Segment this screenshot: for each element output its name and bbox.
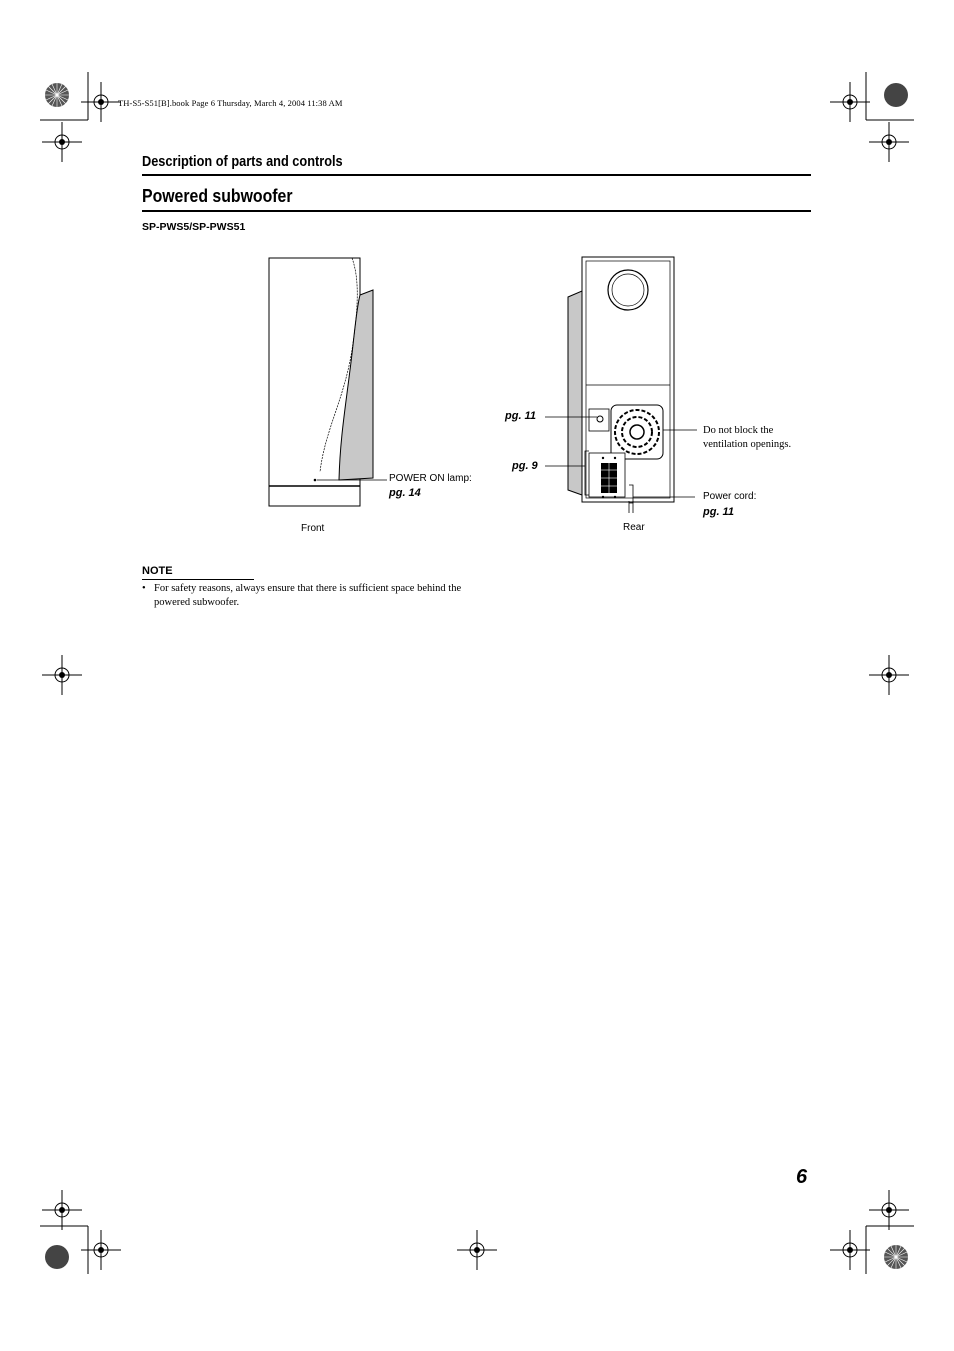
ventilation-note-line1: Do not block the <box>703 425 774 436</box>
rear-caption: Rear <box>623 522 645 533</box>
color-target-icon <box>883 82 909 108</box>
model-number: SP-PWS5/SP-PWS51 <box>142 221 246 233</box>
registration-target-icon <box>457 1230 497 1270</box>
section-title: Description of parts and controls <box>142 154 343 170</box>
rear-switch-page-ref[interactable]: pg. 11 <box>505 410 536 422</box>
page-title: Powered subwoofer <box>142 186 293 206</box>
power-cord-label: Power cord: <box>703 491 757 502</box>
registration-target-icon <box>830 82 870 122</box>
starburst-target-icon <box>44 82 70 108</box>
print-header: TH-S5-S51[B].book Page 6 Thursday, March 4, 2004 11:38 AM <box>118 98 343 108</box>
color-target-icon <box>44 1244 70 1270</box>
section-rule <box>142 174 811 176</box>
registration-target-icon <box>42 1190 82 1230</box>
power-lamp-label: POWER ON lamp: <box>389 473 472 484</box>
subwoofer-rear-illustration <box>545 245 795 515</box>
power-cord-page-ref[interactable]: pg. 11 <box>703 506 734 518</box>
registration-target-icon <box>42 655 82 695</box>
power-lamp-page-ref[interactable]: pg. 14 <box>389 487 421 499</box>
starburst-target-icon <box>883 1244 909 1270</box>
registration-target-icon <box>81 1230 121 1270</box>
registration-target-icon <box>869 122 909 162</box>
front-caption: Front <box>301 523 325 534</box>
registration-target-icon <box>42 122 82 162</box>
rear-terminal-page-ref[interactable]: pg. 9 <box>512 460 538 472</box>
bullet-icon: • <box>142 583 146 594</box>
registration-target-icon <box>869 655 909 695</box>
registration-target-icon <box>869 1190 909 1230</box>
note-text: For safety reasons, always ensure that there is sufficient space behind the powered subwoofer. <box>154 583 462 608</box>
note-rule <box>142 579 254 580</box>
note-item <box>142 582 472 609</box>
page-number: 6 <box>796 1166 808 1188</box>
note-heading: NOTE <box>142 565 173 577</box>
registration-target-icon <box>830 1230 870 1270</box>
subwoofer-front-illustration <box>260 250 460 510</box>
title-rule <box>142 210 811 212</box>
ventilation-note-line2: ventilation openings. <box>703 439 792 450</box>
registration-target-icon <box>81 82 121 122</box>
